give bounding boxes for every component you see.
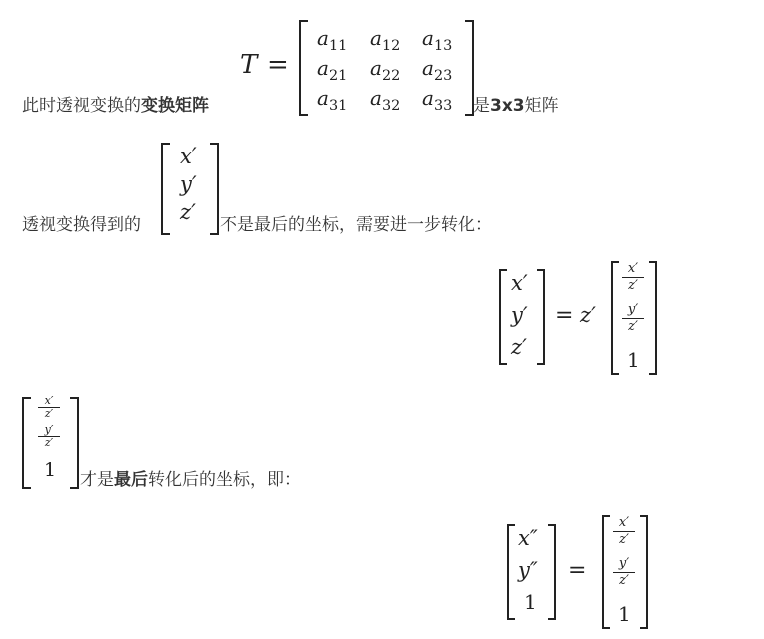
left-bracket [161, 143, 170, 235]
right-bracket [640, 515, 648, 629]
left-bracket [507, 524, 515, 620]
matrix-cell-one: 1 [44, 459, 57, 481]
text-line-3-bold: 最后 [114, 470, 148, 490]
vector-x: x′ [511, 271, 528, 295]
vector-y-double: y″ [518, 558, 538, 582]
matrix-cell-a21: $a_{21}$ [317, 56, 348, 85]
right-bracket [649, 261, 657, 375]
text-line-1-size: 3x3 [490, 96, 525, 116]
left-bracket [22, 397, 31, 489]
fraction-x-over-z: x′ z′ [613, 516, 635, 547]
vector-x-double: x″ [518, 526, 538, 550]
right-bracket [537, 269, 545, 365]
matrix-cell-a23: $a_{23}$ [422, 56, 453, 85]
text-line-1-end: 矩阵 [524, 96, 559, 116]
vector-y: y′ [180, 172, 197, 196]
matrix-cell-a11: $a_{11}$ [317, 26, 348, 55]
text-line-3-suffix: 转化后的坐标，即： [148, 470, 301, 490]
text-line-1-prefix: 此时透视变换的 [22, 96, 141, 116]
symbol-T: T [240, 50, 258, 80]
vector-y: y′ [511, 303, 528, 327]
vector-z: z′ [511, 335, 527, 359]
matrix-cell-a12: $a_{12}$ [370, 26, 401, 55]
equals-sign: = [267, 50, 289, 80]
left-bracket [602, 515, 610, 629]
vector-x: x′ [180, 144, 197, 168]
equals-sign: = [555, 303, 574, 328]
fraction-x-over-z: x′ z′ [622, 262, 644, 293]
vector-z: z′ [180, 200, 196, 224]
matrix-cell-a13: $a_{13}$ [422, 26, 453, 55]
equals-sign: = [568, 558, 587, 583]
fraction-y-over-z: y′ z′ [38, 425, 60, 448]
matrix-cell-one: 1 [618, 602, 631, 626]
right-bracket [210, 143, 219, 235]
fraction-y-over-z: y′ z′ [622, 303, 644, 334]
scalar-z: z′ [580, 303, 596, 327]
fraction-y-over-z: y′ z′ [613, 557, 635, 588]
text-line-1 [22, 96, 209, 116]
left-bracket [611, 261, 619, 375]
text-line-3 [80, 470, 301, 490]
left-bracket [299, 20, 308, 116]
matrix-cell-a22: $a_{22}$ [370, 56, 401, 85]
text-line-1-shi: 是 [473, 96, 490, 116]
text-line-2-suffix: 不是最后的坐标，需要进一步转化： [220, 215, 492, 235]
text-line-2-prefix: 透视变换得到的 [22, 215, 141, 235]
text-line-1-bold: 变换矩阵 [141, 96, 209, 116]
right-bracket [548, 524, 556, 620]
vector-one: 1 [524, 590, 537, 614]
text-line-3-prefix: 才是 [80, 470, 114, 490]
matrix-cell-one: 1 [627, 348, 640, 372]
right-bracket [70, 397, 79, 489]
text-line-1-suffix [473, 96, 559, 116]
matrix-cell-a31: $a_{31}$ [317, 86, 348, 115]
matrix-cell-a33: $a_{33}$ [422, 86, 453, 115]
fraction-x-over-z: x′ z′ [38, 396, 60, 419]
matrix-cell-a32: $a_{32}$ [370, 86, 401, 115]
left-bracket [499, 269, 507, 365]
